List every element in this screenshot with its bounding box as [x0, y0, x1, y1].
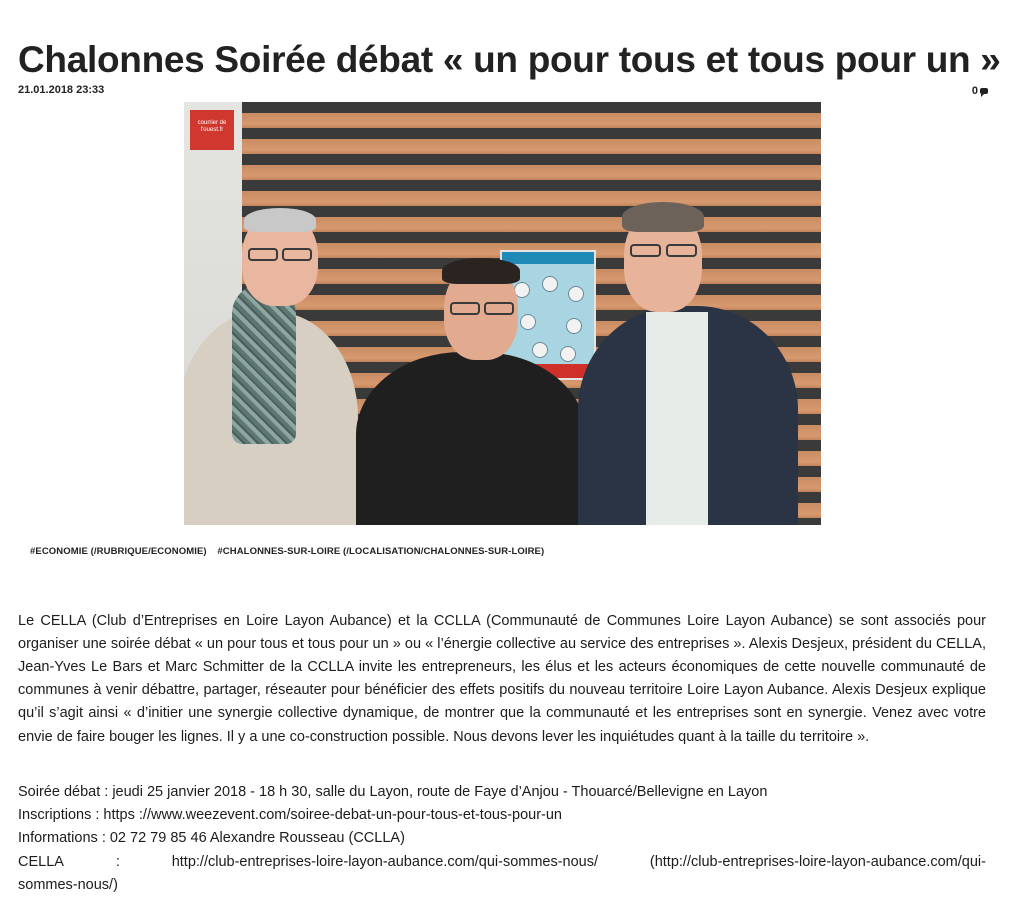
comment-bubble-icon: [980, 88, 988, 94]
event-details: Soirée débat : jeudi 25 janvier 2018 - 18 h 30, salle du Layon, route de Faye d’Anjou - Thouarcé/Bellevigne en Layon: [18, 784, 768, 800]
article-title: Chalonnes Soirée débat « un pour tous et tous pour un »: [18, 38, 1001, 80]
article-body: Le CELLA (Club d’Entreprises en Loire Layon Aubance) et la CCLLA (Communauté de Communes Loire Layon Aubance) se sont associés pour organiser une soirée débat « un pour tous et tous pour un » ou « l’énergie collective au service des entreprises ». Alexis Desjeux, président du CELLA, Jean-Yves Le Bars et Marc Schmitter de la CCLLA invite les entrepreneurs, les élus et les acteurs économiques de cette nouvelle communauté de communes à venir débattre, partager, réseauter pour bénéficier des effets positifs du nouveau territoire Loire Layon Aubance. Alexis Desjeux explique qu’il s’agit ainsi « d’initier une synergie collective dynamique, de montrer que la communauté et les entreprises sont en synergie. Venez avec votre envie de faire bouger les lignes. Il y a une co-construction possible. Nous devons lever les inquiétudes quant à la taille du territoire ».: [18, 612, 986, 745]
cella-label: CELLA: [18, 853, 64, 870]
event-informations: Informations : 02 72 79 85 46 Alexandre Rousseau (CCLLA): [18, 830, 405, 847]
photo-ceiling: [242, 102, 821, 112]
article-photo: [184, 102, 821, 525]
cella-link-end[interactable]: sommes-nous/): [18, 876, 118, 893]
cella-link-start[interactable]: (http://club-entreprises-loire-layon-aubance.com/qui-: [649, 853, 986, 870]
comment-count[interactable]: [972, 85, 988, 97]
cella-url[interactable]: http://club-entreprises-loire-layon-aubance.com/qui-sommes-nous/: [171, 853, 599, 870]
tag-chalonnes[interactable]: #CHALONNES-SUR-LOIRE (/LOCALISATION/CHALONNES-SUR-LOIRE): [217, 546, 545, 557]
article-date: 21.01.2018 23:33: [18, 84, 105, 96]
event-info: [18, 781, 986, 897]
article-tags: [30, 546, 544, 557]
comment-count-value: 0: [971, 85, 978, 97]
cella-colon: :: [115, 853, 120, 870]
cella-line: [18, 851, 986, 874]
newspaper-logo: courrier de l'ouest.fr: [190, 110, 234, 150]
event-inscriptions[interactable]: Inscriptions : https ://www.weezevent.com/soiree-debat-un-pour-tous-et-tous-pour-un: [18, 807, 562, 824]
tag-economie[interactable]: #ECONOMIE (/RUBRIQUE/ECONOMIE): [30, 546, 207, 557]
